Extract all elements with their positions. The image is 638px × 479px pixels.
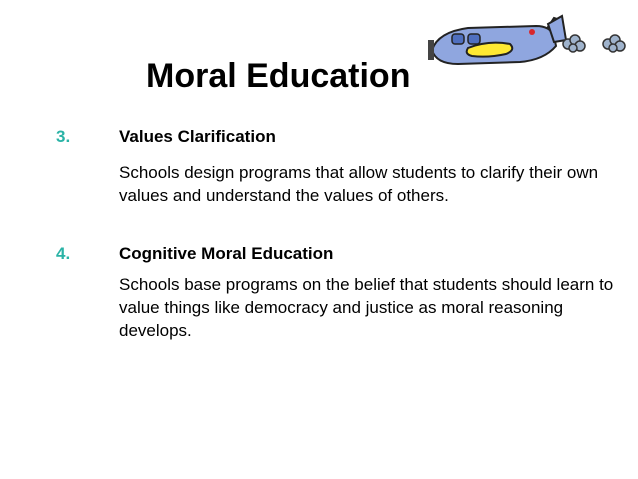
item-body-values-clarification: Schools design programs that allow students to clarify their own values and understand the values of others.	[119, 163, 599, 205]
airplane-clipart-icon	[428, 10, 628, 80]
item-heading-cognitive-moral-education: Cognitive Moral Education	[119, 244, 334, 263]
item-body-cognitive-moral-education: Schools base programs on the belief that students should learn to value things like democracy and justice as moral reasoning develops.	[119, 275, 614, 340]
slide-title: Moral Education	[146, 57, 411, 95]
item-number-3: 3.	[56, 127, 71, 146]
item-heading-values-clarification: Values Clarification	[119, 127, 276, 146]
item-number-4: 4.	[56, 244, 71, 263]
